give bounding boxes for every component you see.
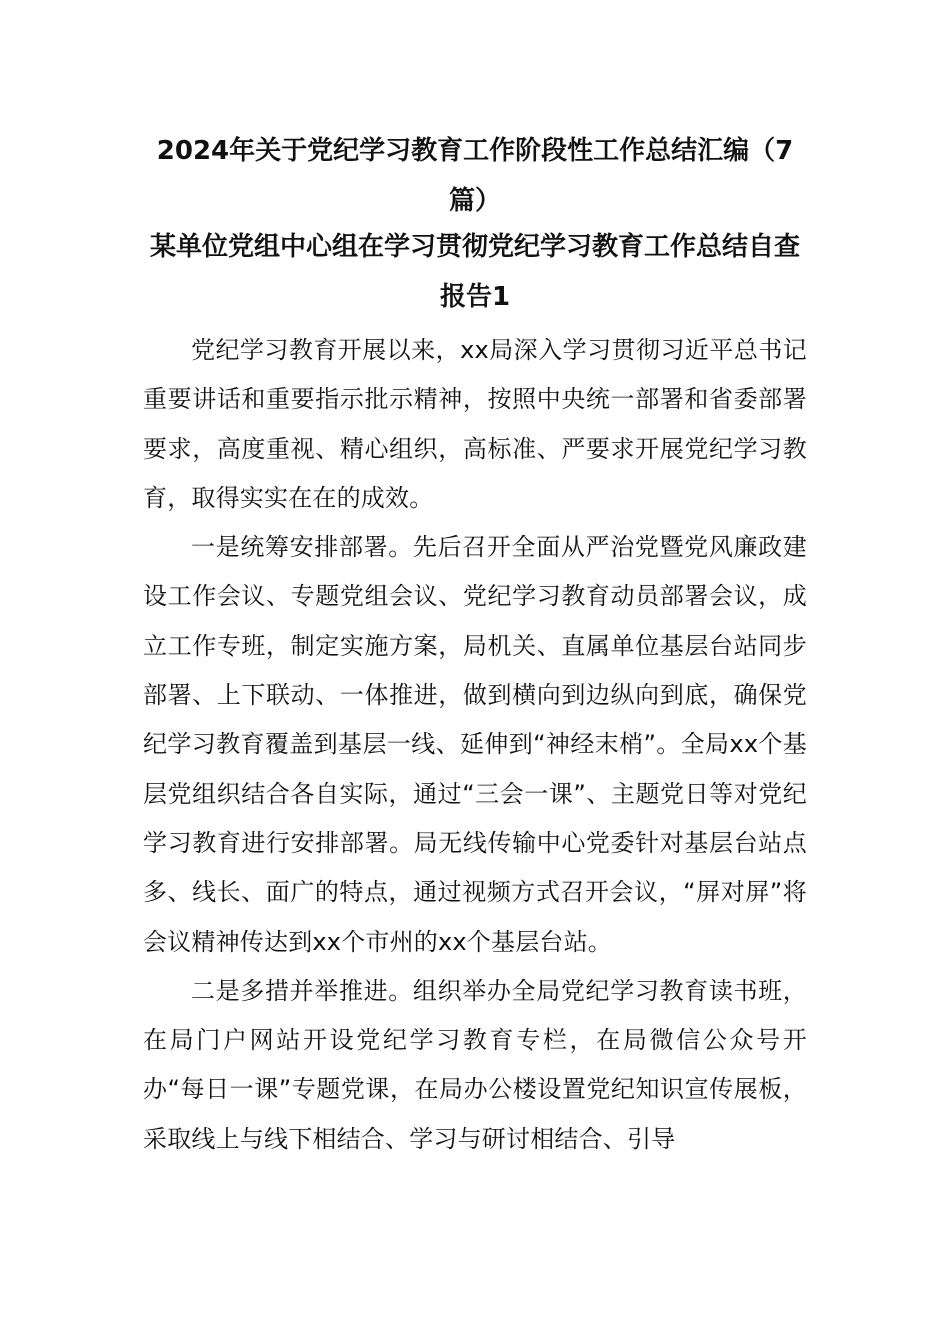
document-title: 2024年关于党纪学习教育工作阶段性工作总结汇编（7篇） bbox=[156, 136, 794, 216]
body-paragraph-intro: 党纪学习教育开展以来，xx局深入学习贯彻习近平总书记重要讲话和重要指示批示精神，按照中央统一部署和省委部署要求，高度重视、精心组织，高标准、严要求开展党纪学习教育，取得实实在在的成效。 bbox=[143, 336, 807, 512]
document-body bbox=[143, 326, 807, 1164]
document-subtitle: 某单位党组中心组在学习贯彻党纪学习教育工作总结自查报告1 bbox=[149, 232, 800, 312]
body-paragraph-measures: 二是多措并举推进。组织举办全局党纪学习教育读书班，在局门户网站开设党纪学习教育专栏，在局微信公众号开办“每日一课”专题党课，在局办公楼设置党纪知识宣传展板，采取线上与线下相结合、学习与研讨相结合、引导 bbox=[143, 976, 807, 1153]
body-paragraph-deployment: 一是统筹安排部署。先后召开全面从严治党暨党风廉政建设工作会议、专题党组会议、党纪学习教育动员部署会议，成立工作专班，制定实施方案，局机关、直属单位基层台站同步部署、上下联动、一体推进，做到横向到边纵向到底，确保党纪学习教育覆盖到基层一线、延伸到“神经末梢”。全局xx个基层党组织结合各自实际，通过“三会一课”、主题党日等对党纪学习教育进行安排部署。局无线传输中心党委针对基层台站点多、线长、面广的特点，通过视频方式召开会议，“屏对屏”将会议精神传达到xx个市州的xx个基层台站。 bbox=[143, 533, 807, 956]
